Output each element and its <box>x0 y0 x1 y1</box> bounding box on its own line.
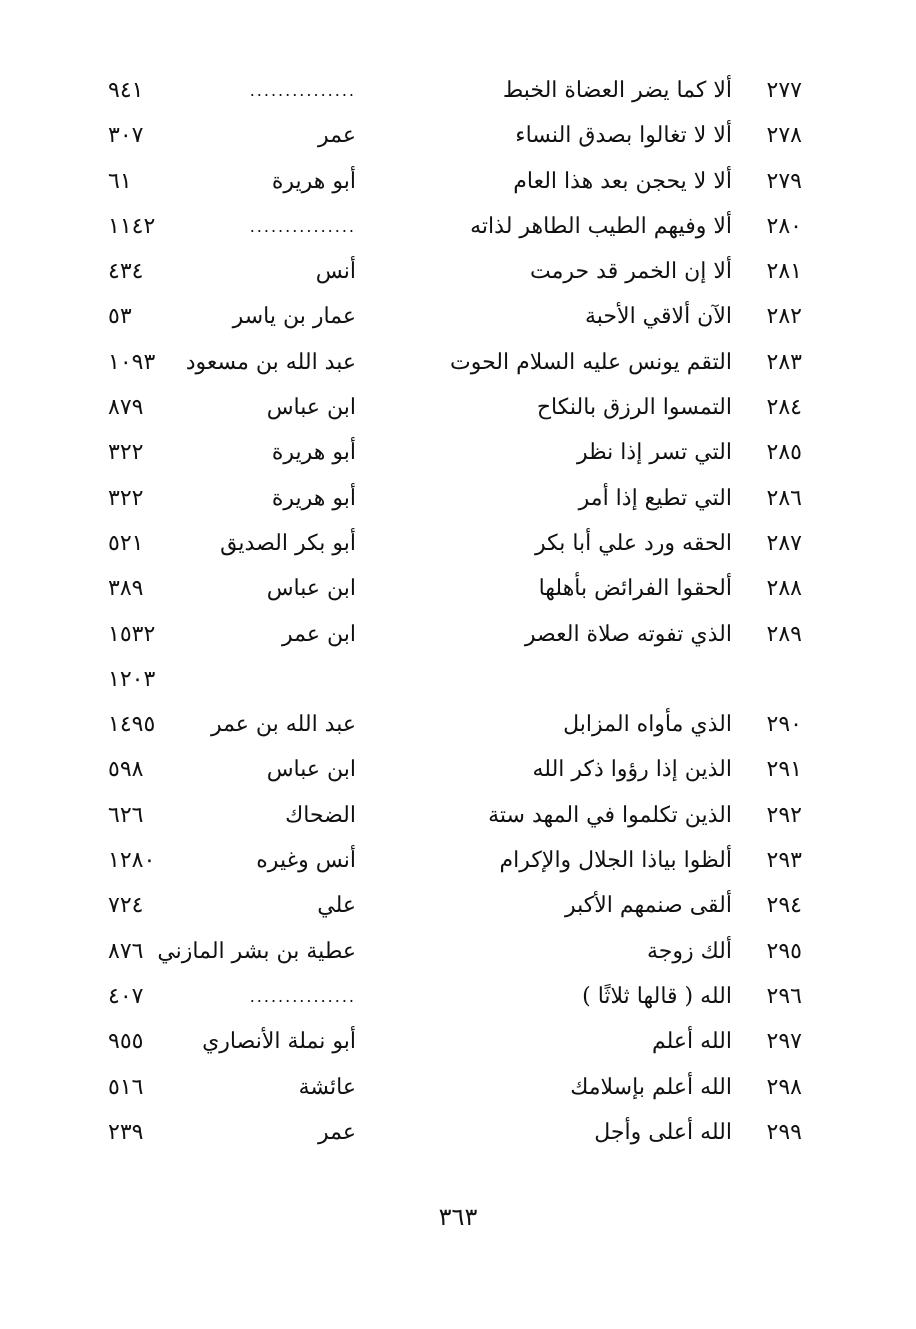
index-row <box>0 430 916 475</box>
page-reference: ٥٣ <box>108 304 132 330</box>
narrator: الضحاك <box>285 802 356 828</box>
index-row <box>0 1019 916 1064</box>
index-row <box>0 1110 916 1155</box>
page-reference: ١١٤٢ <box>108 213 156 239</box>
hadith-text: التي تطيع إذا أمر <box>578 485 732 511</box>
entry-number: ٢٩٥ <box>766 938 802 964</box>
page-reference: ١٤٩٥ <box>108 712 156 738</box>
hadith-text: ألحقوا الفرائض بأهلها <box>538 576 732 602</box>
hadith-text: الذي مأواه المزابل <box>563 712 732 738</box>
entry-number: ٢٨٤ <box>766 395 802 421</box>
index-row <box>0 385 916 430</box>
page-reference: ٨٧٩ <box>108 395 144 421</box>
hadith-text: الحقه ورد علي أبا بكر <box>534 530 732 556</box>
index-row <box>0 657 916 702</box>
page-reference: ٨٧٦ <box>108 938 144 964</box>
page-number: ٣٦٣ <box>438 1203 478 1231</box>
entry-number: ٢٨٣ <box>766 349 802 375</box>
hadith-text: الآن ألاقي الأحبة <box>584 304 732 330</box>
entry-number: ٢٧٨ <box>766 123 802 149</box>
page-reference: ٩٥٥ <box>108 1029 144 1055</box>
hadith-text: ألا لا يحجن بعد هذا العام <box>513 168 732 194</box>
entry-number: ٢٩٦ <box>766 983 802 1009</box>
narrator: أنس وغيره <box>256 848 356 874</box>
hadith-text: الله أعلم بإسلامك <box>570 1074 732 1100</box>
index-row <box>0 113 916 158</box>
entry-number: ٢٨٠ <box>766 213 802 239</box>
narrator: ابن عمر <box>282 621 356 647</box>
hadith-text: ألقى صنمهم الأكبر <box>565 893 732 919</box>
index-row <box>0 929 916 974</box>
page-reference: ٥١٦ <box>108 1074 144 1100</box>
narrator: ابن عباس <box>266 576 356 602</box>
narrator: عبد الله بن مسعود <box>185 349 356 375</box>
narrator: أبو هريرة <box>271 168 356 194</box>
hadith-text: الله ( قالها ثلاثًا ) <box>582 983 732 1009</box>
hadith-text: ألا كما يضر العضاة الخبط <box>502 78 732 103</box>
entry-number: ٢٨٦ <box>766 485 802 511</box>
hadith-text: ألا لا تغالوا بصدق النساء <box>515 123 732 149</box>
entry-number: ٢٧٩ <box>766 168 802 194</box>
page-reference: ٣٢٢ <box>108 485 144 511</box>
narrator: عبد الله بن عمر <box>210 712 356 738</box>
entry-number: ٢٩٨ <box>766 1074 802 1100</box>
page-reference: ٣٠٧ <box>108 123 144 149</box>
entry-number: ٢٩١ <box>766 757 802 783</box>
narrator: أبو نملة الأنصاري <box>202 1029 356 1055</box>
hadith-text: ألك زوجة <box>647 938 732 964</box>
page-reference: ٦٢٦ <box>108 802 144 828</box>
narrator: أبو بكر الصديق <box>220 530 356 556</box>
page-reference: ٩٤١ <box>108 78 144 103</box>
narrator: أنس <box>315 259 356 285</box>
page-reference: ١٠٩٣ <box>108 349 156 375</box>
entry-number: ٢٨١ <box>766 259 802 285</box>
entry-number: ٢٩٠ <box>766 712 802 738</box>
page-reference: ٤٣٤ <box>108 259 144 285</box>
hadith-text: الله أعلى وأجل <box>594 1119 732 1145</box>
entry-number: ٢٧٧ <box>766 78 802 103</box>
index-row <box>0 612 916 657</box>
entry-number: ٢٩٤ <box>766 893 802 919</box>
index-row <box>0 249 916 294</box>
page-reference: ١٢٠٣ <box>108 666 156 692</box>
entry-number: ٢٩٣ <box>766 848 802 874</box>
index-row <box>0 68 916 113</box>
page-reference: ٣٨٩ <box>108 576 144 602</box>
hadith-text: ألظوا بياذا الجلال والإكرام <box>499 848 732 874</box>
narrator: علي <box>317 893 356 919</box>
narrator: عطية بن بشر المازني <box>157 938 356 964</box>
index-row <box>0 838 916 883</box>
page-reference: ٧٢٤ <box>108 893 144 919</box>
page-reference: ٥٩٨ <box>108 757 144 783</box>
narrator: ابن عباس <box>266 395 356 421</box>
index-table <box>0 68 916 1155</box>
hadith-text: الله أعلم <box>651 1029 732 1055</box>
index-row <box>0 476 916 521</box>
narrator: ابن عباس <box>266 757 356 783</box>
narrator: عمر <box>318 123 356 149</box>
page-reference: ١٢٨٠ <box>108 848 156 874</box>
entry-number: ٢٩٧ <box>766 1029 802 1055</box>
narrator: عمار بن ياسر <box>232 304 356 330</box>
narrator: أبو هريرة <box>271 485 356 511</box>
narrator: ............... <box>249 81 356 100</box>
hadith-text: ألا وفيهم الطيب الطاهر لذاته <box>470 213 732 239</box>
index-row <box>0 702 916 747</box>
entry-number: ٢٨٨ <box>766 576 802 602</box>
narrator: أبو هريرة <box>271 440 356 466</box>
index-row <box>0 204 916 249</box>
index-row <box>0 747 916 792</box>
narrator: ............... <box>249 216 356 236</box>
hadith-text: ألا إن الخمر قد حرمت <box>530 259 732 285</box>
entry-number: ٢٩٢ <box>766 802 802 828</box>
page-reference: ٤٠٧ <box>108 983 144 1009</box>
index-row <box>0 793 916 838</box>
hadith-text: الذين تكلموا في المهد ستة <box>488 802 732 828</box>
hadith-text: التي تسر إذا نظر <box>577 440 732 466</box>
page-reference: ٢٣٩ <box>108 1119 144 1145</box>
entry-number: ٢٨٥ <box>766 440 802 466</box>
entry-number: ٢٩٩ <box>766 1119 802 1145</box>
index-row <box>0 521 916 566</box>
entry-number: ٢٨٩ <box>766 621 802 647</box>
page-reference: ٦١ <box>108 168 132 194</box>
hadith-text: التقم يونس عليه السلام الحوت <box>450 349 732 375</box>
entry-number: ٢٨٢ <box>766 304 802 330</box>
index-row <box>0 974 916 1019</box>
page-reference: ١٥٣٢ <box>108 621 156 647</box>
index-row <box>0 340 916 385</box>
narrator: ............... <box>249 986 356 1006</box>
index-row <box>0 566 916 611</box>
narrator: عمر <box>318 1119 356 1145</box>
index-row <box>0 1065 916 1110</box>
hadith-text: الذي تفوته صلاة العصر <box>524 621 732 647</box>
page-reference: ٣٢٢ <box>108 440 144 466</box>
index-row <box>0 159 916 204</box>
hadith-text: الذين إذا رؤوا ذكر الله <box>532 757 732 783</box>
index-row <box>0 294 916 339</box>
hadith-text: التمسوا الرزق بالنكاح <box>536 395 732 421</box>
index-row <box>0 883 916 928</box>
page-reference: ٥٢١ <box>108 530 144 556</box>
narrator: عائشة <box>298 1074 356 1100</box>
entry-number: ٢٨٧ <box>766 530 802 556</box>
